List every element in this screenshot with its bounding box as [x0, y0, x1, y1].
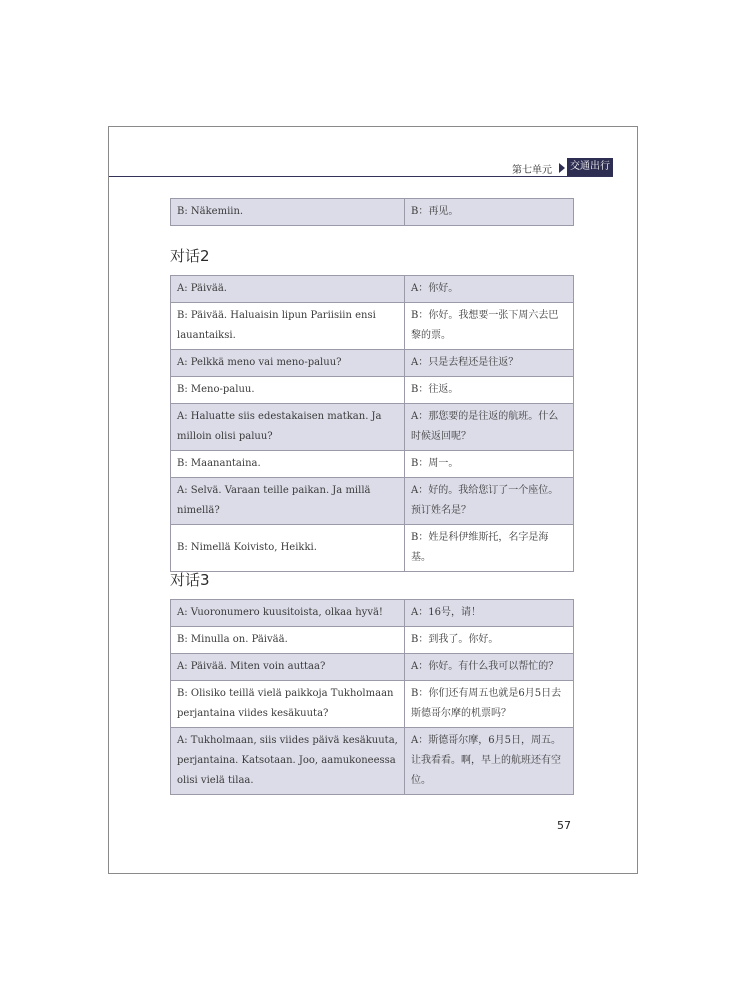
table-row [171, 377, 574, 404]
chinese-line: A：斯德哥尔摩，6月5日，周五。让我看看。啊，早上的航班还有空位。 [405, 728, 574, 795]
chinese-line: B：往返。 [405, 377, 574, 404]
table-row [171, 478, 574, 525]
finnish-line: A: Tukholmaan, siis viides päivä kesäkuuta, perjantaina. Katsotaan. Joo, aamukoneessa olisi vielä tilaa. [171, 728, 405, 795]
chinese-line: B：周一。 [405, 451, 574, 478]
chinese-line: B：你们还有周五也就是6月5日去斯德哥尔摩的机票吗？ [405, 681, 574, 728]
finnish-line: B: Näkemiin. [171, 199, 405, 226]
topic-badge: 交通出行 [567, 158, 613, 176]
finnish-line: A: Selvä. Varaan teille paikan. Ja millä nimellä? [171, 478, 405, 525]
triangle-arrow-icon [559, 163, 565, 173]
finnish-line: A: Haluatte siis edestakaisen matkan. Ja milloin olisi paluu? [171, 404, 405, 451]
table-row [171, 350, 574, 377]
table-row [171, 404, 574, 451]
finnish-line: B: Päivää. Haluaisin lipun Pariisiin ensi lauantaiksi. [171, 303, 405, 350]
finnish-line: B: Nimellä Koivisto, Heikki. [171, 525, 405, 572]
chinese-line: A：那您要的是往返的航班。什么时候返回呢？ [405, 404, 574, 451]
chinese-line: B：姓是科伊维斯托，名字是海基。 [405, 525, 574, 572]
finnish-line: A: Vuoronumero kuusitoista, olkaa hyvä! [171, 600, 405, 627]
chinese-line: A：你好。 [405, 276, 574, 303]
table-row [171, 627, 574, 654]
page-number: 57 [557, 819, 571, 832]
book-page [108, 126, 638, 874]
chinese-line: B：再见。 [405, 199, 574, 226]
chinese-line: B：你好。我想要一张下周六去巴黎的票。 [405, 303, 574, 350]
table-row [171, 199, 574, 226]
dialogue1-end-table [170, 198, 574, 226]
unit-label: 第七单元 [512, 165, 552, 176]
finnish-line: A: Pelkkä meno vai meno-paluu? [171, 350, 405, 377]
chinese-line: A：16号，请！ [405, 600, 574, 627]
table-row [171, 654, 574, 681]
table-row [171, 276, 574, 303]
chinese-line: B：到我了。你好。 [405, 627, 574, 654]
finnish-line: B: Meno-paluu. [171, 377, 405, 404]
finnish-line: B: Minulla on. Päivää. [171, 627, 405, 654]
dialogue2-table [170, 275, 574, 572]
dialogue3-table [170, 599, 574, 795]
chinese-line: A：好的。我给您订了一个座位。预订姓名是？ [405, 478, 574, 525]
chinese-line: A：只是去程还是往返？ [405, 350, 574, 377]
finnish-line: A: Päivää. Miten voin auttaa? [171, 654, 405, 681]
table-row [171, 728, 574, 795]
running-header [109, 127, 637, 179]
section-title-dialogue3: 对话3 [170, 571, 210, 589]
table-row [171, 525, 574, 572]
finnish-line: A: Päivää. [171, 276, 405, 303]
finnish-line: B: Olisiko teillä vielä paikkoja Tukholmaan perjantaina viides kesäkuuta? [171, 681, 405, 728]
header-rule [109, 176, 613, 177]
table-row [171, 303, 574, 350]
section-title-dialogue2: 对话2 [170, 247, 210, 265]
table-row [171, 681, 574, 728]
finnish-line: B: Maanantaina. [171, 451, 405, 478]
chinese-line: A：你好。有什么我可以帮忙的？ [405, 654, 574, 681]
table-row [171, 451, 574, 478]
table-row [171, 600, 574, 627]
